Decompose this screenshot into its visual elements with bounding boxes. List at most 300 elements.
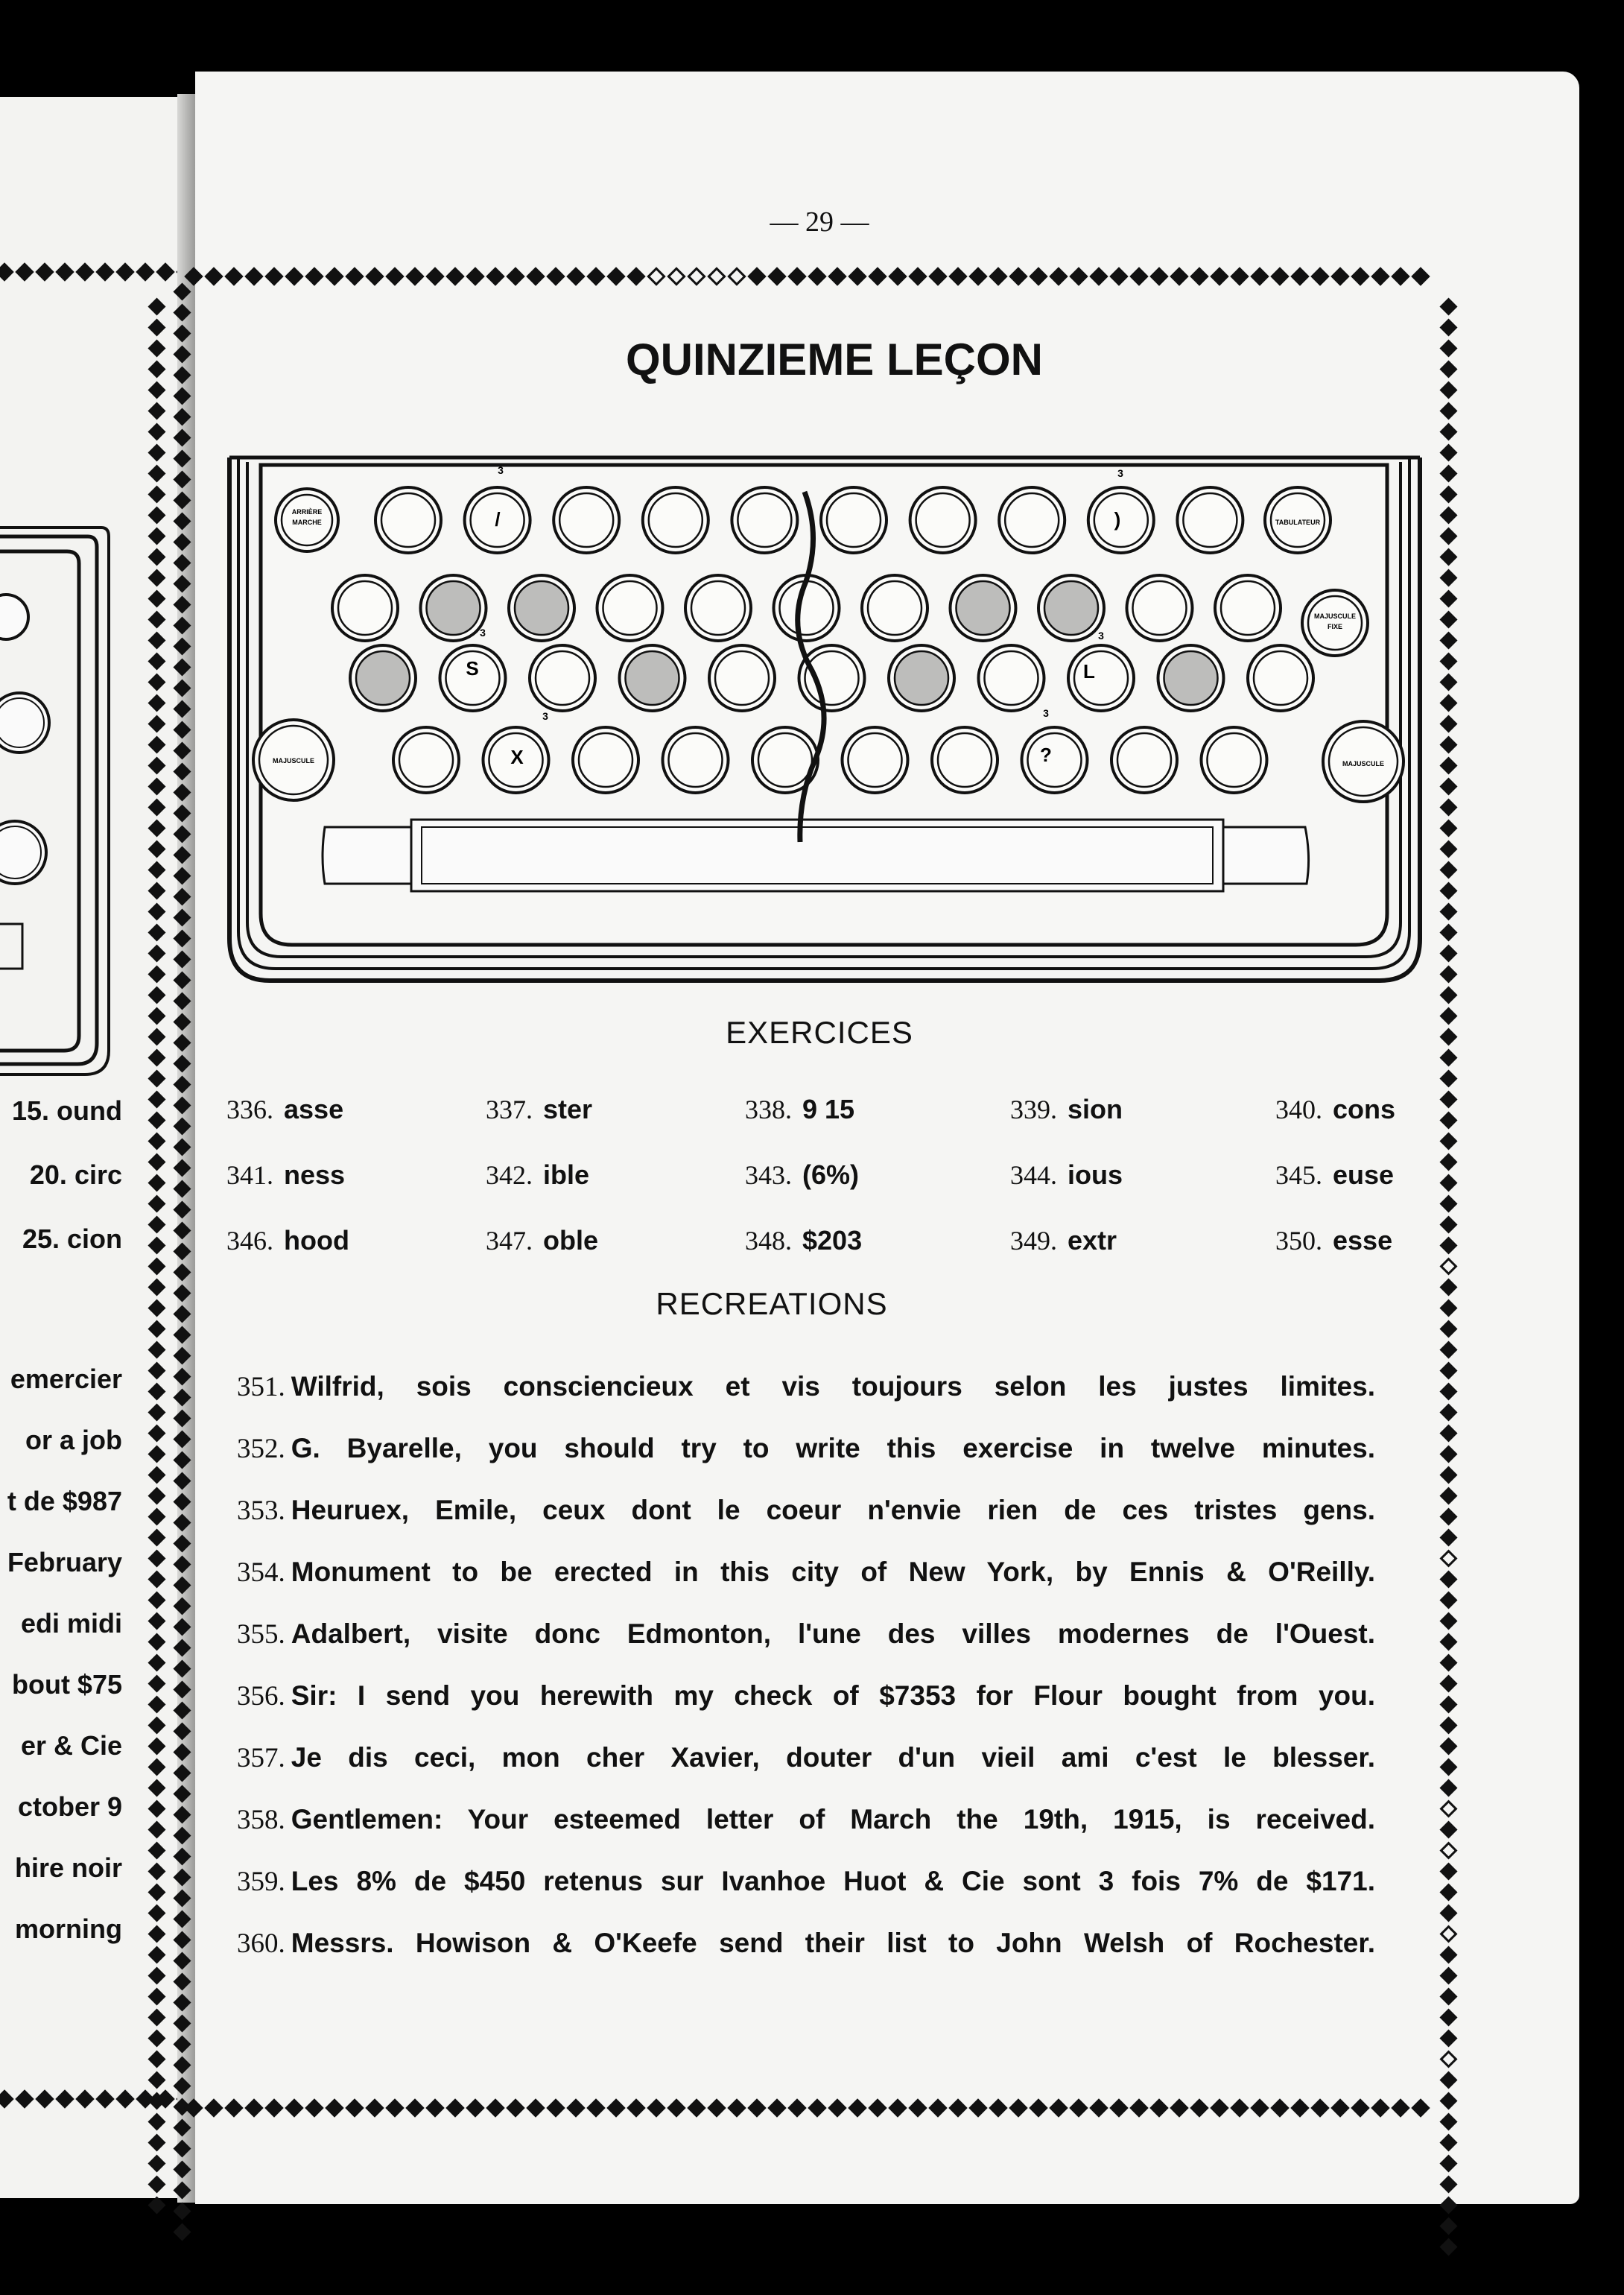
recreation-number: 354. [237,1557,285,1588]
border-diamond [148,1007,165,1025]
majuscule-right-label: MAJUSCULE [1342,760,1385,767]
border-diamond [486,267,504,285]
keyboard-key [799,645,865,711]
border-diamond [173,1785,191,1802]
border-diamond [244,2098,263,2117]
border-diamond [1439,1299,1457,1317]
border-diamond [325,267,343,285]
border-diamond [148,1633,165,1650]
border-diamond [1439,506,1457,524]
exercise-item [1010,1225,1117,1256]
border-diamond [908,2098,927,2117]
border-diamond [989,267,1007,285]
border-diamond [173,1159,191,1177]
border-diamond [1439,589,1457,607]
border-diamond [148,1194,165,1212]
page-number: — 29 — [770,206,869,238]
border-diamond [204,2098,223,2117]
border-diamond [173,1743,191,1761]
border-diamond [1439,1779,1457,1797]
border-diamond [148,1925,165,1943]
border-diamond [526,267,545,285]
border-diamond [1439,443,1457,461]
border-diamond [647,267,665,285]
border-diamond [148,1716,165,1734]
border-diamond [586,2098,605,2117]
border-diamond [173,1555,191,1573]
border-diamond [173,574,191,592]
exercise-number: 348. [745,1226,792,1256]
border-diamond [173,1346,191,1364]
paren-key-label: ) [1114,508,1121,531]
recreation-line [237,1866,1375,1898]
border-diamond [173,1305,191,1323]
border-diamond [1439,2175,1457,2193]
border-diamond [1439,1466,1457,1484]
border-diamond [173,428,191,446]
border-diamond [365,2098,384,2117]
border-diamond [173,1534,191,1552]
border-diamond [148,1153,165,1171]
border-diamond [148,1048,165,1066]
border-diamond [1439,1612,1457,1630]
exercise-item [1010,1159,1123,1191]
border-diamond [365,267,384,285]
border-diamond [1371,267,1389,285]
border-diamond [148,1987,165,2005]
border-diamond [173,2035,191,2053]
border-diamond [606,2098,625,2117]
border-diamond [1439,1758,1457,1776]
recreation-line [237,1495,1375,1527]
border-diamond [345,267,364,285]
exercise-number: 339. [1010,1095,1057,1124]
border-diamond [787,2098,806,2117]
left-keyboard-fragment [0,447,119,1088]
border-diamond [787,267,806,285]
border-diamond [148,902,165,920]
border-diamond [566,267,585,285]
border-diamond [425,267,444,285]
border-diamond [148,986,165,1004]
border-diamond [1439,1925,1457,1943]
keyboard-key [821,487,886,553]
border-diamond [1439,715,1457,732]
border-diamond [848,267,866,285]
border-diamond [667,2098,685,2117]
fixe-label: FIXE [1327,623,1343,630]
border-diamond [888,2098,907,2117]
left-exercise-fragment: 20. circ [29,1159,122,1190]
border-diamond [173,345,191,363]
border-diamond [173,1597,191,1615]
border-diamond [173,2139,191,2157]
border-diamond [173,721,191,738]
border-diamond [1439,756,1457,774]
border-diamond [1230,267,1249,285]
border-diamond [546,267,565,285]
border-diamond [173,1492,191,1510]
left-text-fragment: emercier [10,1364,122,1394]
border-diamond [173,1472,191,1490]
exercise-word: cons [1333,1094,1396,1124]
border-diamond [1439,1403,1457,1421]
border-diamond [148,2154,165,2172]
keyboard-key [1088,487,1154,553]
border-diamond [264,2098,283,2117]
border-diamond [148,506,165,524]
keyboard-key [375,487,441,553]
exercise-word: (6%) [802,1159,860,1190]
border-diamond [1439,777,1457,795]
border-diamond [1439,1966,1457,1984]
finger-number: 3 [1098,630,1104,642]
left-text-fragment: edi midi [20,1608,122,1639]
border-diamond [1439,944,1457,962]
border-diamond [148,923,165,941]
recreation-number: 358. [237,1805,285,1835]
exercise-number: 345. [1275,1160,1322,1190]
arriere-label: ARRIÈRE [291,508,323,516]
border-diamond [173,867,191,884]
exercise-item [486,1094,592,1125]
border-diamond [173,1701,191,1719]
finger-number: 3 [480,627,486,639]
slash-key-label: / [495,508,501,531]
border-diamond [148,318,165,336]
border-diamond [148,1507,165,1525]
border-diamond [1439,1132,1457,1150]
border-diamond [948,2098,967,2117]
border-diamond [1439,881,1457,899]
border-diamond [1439,2238,1457,2256]
border-diamond [928,2098,947,2117]
recreation-line [237,1742,1375,1774]
border-diamond [707,267,726,285]
exercise-word: ness [284,1159,346,1190]
border-diamond [173,2223,191,2241]
border-diamond [627,2098,645,2117]
border-diamond [506,267,524,285]
border-diamond [148,777,165,795]
border-diamond [148,360,165,378]
border-diamond [1439,1340,1457,1358]
border-diamond [1439,2029,1457,2047]
border-diamond [173,929,191,947]
border-diamond [1439,339,1457,357]
keyboard-key [1127,575,1193,641]
exercise-word: hood [284,1225,349,1256]
border-diamond [1439,1236,1457,1254]
border-diamond [1190,2098,1208,2117]
keyboard-key [1215,575,1281,641]
border-diamond [1439,1674,1457,1692]
border-diamond [184,267,203,285]
border-diamond [173,1764,191,1782]
border-diamond [888,267,907,285]
keyboard-key [1068,645,1134,711]
border-diamond [148,965,165,983]
border-diamond [148,756,165,774]
border-diamond [1439,402,1457,420]
border-diamond [148,715,165,732]
border-diamond [173,1680,191,1698]
recreation-text: Je dis ceci, mon cher Xavier, douter d'un vieil ami c'est le blesser. [291,1742,1375,1773]
border-diamond [1149,2098,1168,2117]
keyboard-key [1248,645,1313,711]
tabulateur-label: TABULATEUR [1275,519,1321,526]
border-diamond [148,2133,165,2151]
border-diamond [1439,1633,1457,1650]
border-diamond [148,1111,165,1129]
border-diamond [1439,798,1457,816]
border-diamond [1230,2098,1249,2117]
border-diamond [148,1591,165,1609]
border-diamond [148,861,165,879]
border-diamond [148,1841,165,1859]
border-diamond [173,1430,191,1448]
s-key-label: S [466,657,479,680]
border-diamond [148,1487,165,1504]
border-diamond [1439,735,1457,753]
border-diamond [173,1451,191,1469]
border-diamond [148,2008,165,2026]
border-diamond [1439,422,1457,440]
border-diamond [546,2098,565,2117]
border-diamond [184,2098,203,2117]
border-diamond [687,2098,705,2117]
border-diamond [1439,1862,1457,1880]
border-diamond [148,1758,165,1776]
exercise-word: ible [543,1159,590,1190]
exercise-item [745,1225,862,1256]
finger-number: 3 [542,710,548,722]
border-diamond [1439,297,1457,315]
border-diamond [445,267,464,285]
border-diamond [173,2181,191,2199]
border-diamond [486,2098,504,2117]
finger-number: 3 [1117,467,1123,479]
exercise-item [1010,1094,1123,1125]
border-diamond [968,2098,987,2117]
border-diamond [148,610,165,628]
border-diamond [173,783,191,801]
border-diamond [1029,267,1047,285]
border-diamond [1439,1987,1457,2005]
exercise-item [486,1225,598,1256]
border-diamond [466,2098,484,2117]
keyboard-key [393,727,459,793]
border-diamond [173,1242,191,1260]
border-diamond [727,2098,746,2117]
keyboard-key [530,645,595,711]
border-diamond [148,1090,165,1108]
border-diamond [1391,2098,1409,2117]
border-diamond [173,387,191,405]
border-diamond [1439,381,1457,399]
border-diamond [1439,1549,1457,1567]
exercise-item [745,1094,854,1125]
border-diamond [148,1174,165,1191]
border-diamond [173,1284,191,1302]
border-diamond [173,282,191,300]
border-diamond [148,1966,165,1984]
border-diamond [928,267,947,285]
border-diamond [148,1653,165,1671]
border-diamond [1411,2098,1430,2117]
border-diamond [1439,2154,1457,2172]
keyboard-key [1111,727,1177,793]
keyboard-key [932,727,997,793]
exercise-number: 350. [1275,1226,1322,1256]
border-diamond [385,267,404,285]
border-diamond [1310,2098,1329,2117]
border-diamond [1439,1820,1457,1838]
recreation-line [237,1371,1375,1403]
border-diamond [1069,2098,1088,2117]
border-diamond [148,2071,165,2089]
left-text-fragment: ctober 9 [17,1791,122,1822]
border-diamond [506,2098,524,2117]
border-diamond [1439,923,1457,941]
border-diamond [1149,267,1168,285]
recreation-number: 355. [237,1619,285,1650]
exercise-word: sion [1068,1094,1123,1124]
border-diamond [1439,2071,1457,2089]
border-diamond [148,1028,165,1045]
border-diamond [747,2098,766,2117]
border-diamond [173,1117,191,1135]
border-diamond [1439,1278,1457,1296]
border-diamond [1439,1174,1457,1191]
left-exercise-fragment: 15. ound [11,1095,122,1126]
exercise-word: euse [1333,1159,1395,1190]
border-diamond [848,2098,866,2117]
border-diamond [173,1263,191,1281]
border-diamond [173,533,191,551]
border-diamond [908,267,927,285]
border-diamond [1330,2098,1349,2117]
border-diamond [173,846,191,864]
border-diamond [325,2098,343,2117]
border-diamond [627,267,645,285]
border-diamond [148,485,165,503]
border-diamond [148,1674,165,1692]
border-diamond [1210,267,1228,285]
border-diamond [173,1576,191,1594]
border-diamond [173,2056,191,2074]
border-diamond [305,2098,323,2117]
border-diamond [586,267,605,285]
border-diamond [285,267,303,285]
right-diamond-border [1442,298,1455,2256]
border-diamond [173,1993,191,2011]
border-diamond [1190,267,1208,285]
x-key-label: X [510,746,524,768]
recreation-number: 360. [237,1928,285,1959]
border-diamond [968,267,987,285]
border-diamond [1439,1487,1457,1504]
border-diamond [148,1883,165,1901]
border-diamond [173,2118,191,2136]
border-diamond [173,1388,191,1406]
border-diamond [1439,2217,1457,2235]
left-text-fragment: or a job [25,1425,122,1455]
border-diamond [173,1722,191,1740]
recreation-number: 353. [237,1495,285,1526]
border-diamond [173,449,191,467]
keyboard-key [421,575,486,641]
border-diamond [148,1528,165,1546]
border-diamond [1089,267,1108,285]
border-diamond [1351,267,1369,285]
keyboard-key [1022,727,1088,793]
border-diamond [148,694,165,712]
recreation-text: Adalbert, visite donc Edmonton, l'une des villes modernes de l'Ouest. [291,1618,1375,1649]
border-diamond [1439,1528,1457,1546]
border-diamond [148,443,165,461]
border-diamond [1439,1007,1457,1025]
exercise-word: ster [543,1094,593,1124]
border-diamond [148,381,165,399]
border-diamond [1129,267,1148,285]
border-diamond [173,1409,191,1427]
border-diamond [148,569,165,586]
border-diamond [148,422,165,440]
border-diamond [173,512,191,530]
border-diamond [204,267,223,285]
border-diamond [566,2098,585,2117]
left-text-fragment: er & Cie [20,1730,122,1761]
recreation-line [237,1680,1375,1712]
exercise-number: 349. [1010,1226,1057,1256]
border-diamond [1439,569,1457,586]
exercise-number: 338. [745,1095,792,1124]
keyboard-key [862,575,927,641]
border-diamond [173,303,191,321]
border-diamond [173,1200,191,1218]
border-diamond [1439,610,1457,628]
recreation-line [237,1433,1375,1465]
border-diamond [1029,2098,1047,2117]
border-diamond [808,2098,826,2117]
border-diamond [1439,2008,1457,2026]
border-diamond [1439,1194,1457,1212]
border-diamond [747,267,766,285]
top-diamond-border [185,270,1430,283]
border-diamond [1439,1048,1457,1066]
recreation-text: Heuruex, Emile, ceux dont le coeur n'envie rien de ces tristes gens. [291,1495,1375,1525]
exercise-item [745,1159,859,1191]
keyboard-key [979,645,1044,711]
border-diamond [148,1612,165,1630]
exercise-number: 344. [1010,1160,1057,1190]
keyboard-key [709,645,775,711]
border-diamond [1439,1695,1457,1713]
border-diamond [173,1138,191,1156]
exercise-number: 340. [1275,1095,1322,1124]
border-diamond [1439,1424,1457,1442]
border-diamond [148,1257,165,1275]
border-diamond [148,2112,165,2130]
border-diamond [1439,1716,1457,1734]
border-diamond [173,1659,191,1677]
marche-label: MARCHE [292,519,322,526]
border-diamond [1371,2098,1389,2117]
border-diamond [148,589,165,607]
border-diamond [173,679,191,697]
border-diamond [1439,902,1457,920]
